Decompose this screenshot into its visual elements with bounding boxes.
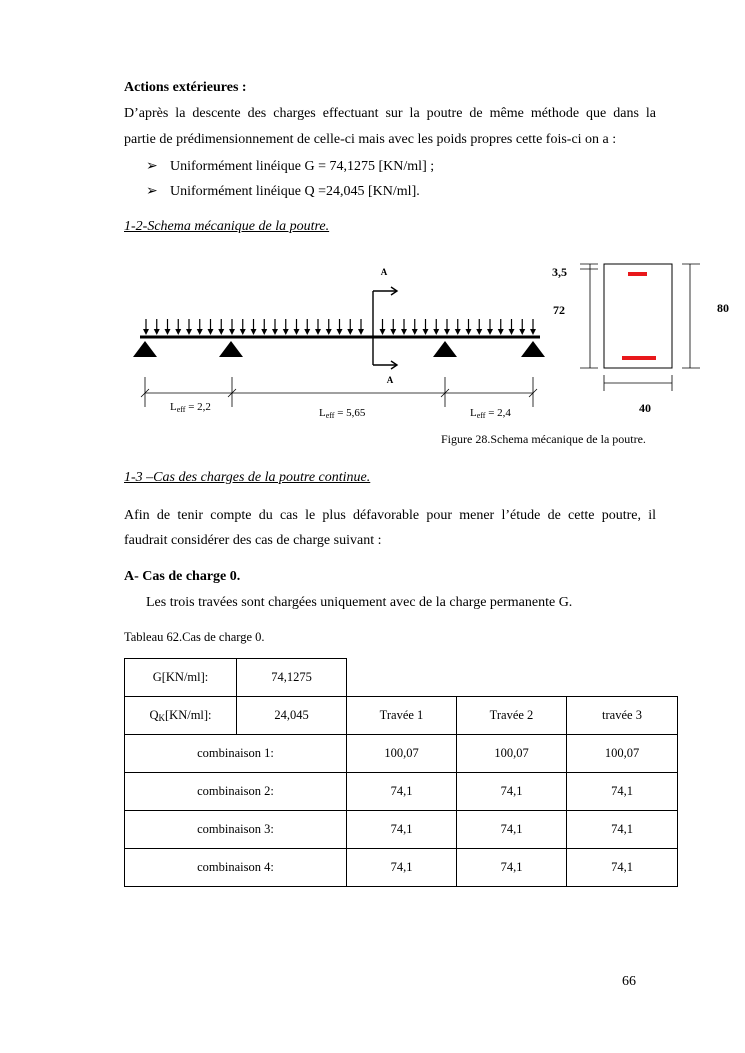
load-arrow-head bbox=[283, 329, 289, 335]
span-label-1: Leff = 2,2 bbox=[170, 401, 211, 414]
load-arrow-head bbox=[423, 329, 429, 335]
page-number: 66 bbox=[622, 974, 636, 989]
table-cell: 74,1 bbox=[567, 811, 678, 849]
load-arrow-head bbox=[358, 329, 364, 335]
arrow-bullet-icon: ➢ bbox=[146, 159, 158, 174]
load-arrow-head bbox=[337, 329, 343, 335]
table-cell: 74,1 bbox=[457, 811, 567, 849]
table-cell: 74,1 bbox=[347, 773, 457, 811]
table-cell: 100,07 bbox=[347, 735, 457, 773]
support-triangle-2 bbox=[219, 341, 243, 357]
section-mark-bottom: A bbox=[386, 375, 394, 385]
load-case-table bbox=[124, 658, 678, 887]
combination-label: combinaison 3: bbox=[125, 811, 347, 849]
case-a-text: Les trois travées sont chargées uniquement avec de la charge permanente G. bbox=[146, 595, 573, 610]
section-mark-top: A bbox=[380, 267, 388, 277]
load-arrow-head bbox=[143, 329, 149, 335]
combination-label: combinaison 2: bbox=[125, 773, 347, 811]
actions-paragraph-line-1: D’après la descente des charges effectuant sur la poutre de même méthode que dans la bbox=[124, 106, 656, 121]
load-arrow-head bbox=[412, 329, 418, 335]
load-arrow-head bbox=[433, 329, 439, 335]
table-caption: Tableau 62.Cas de charge 0. bbox=[124, 630, 265, 644]
load-arrow-head bbox=[154, 329, 160, 335]
cross-section-rect bbox=[604, 264, 672, 368]
load-arrow-head bbox=[261, 329, 267, 335]
cases-section-title: 1-3 –Cas des charges de la poutre continue. bbox=[124, 470, 371, 485]
bullet-text-q: Uniformément linéique Q =24,045 [KN/ml]. bbox=[170, 184, 420, 199]
table-row bbox=[125, 773, 678, 811]
load-arrow-head bbox=[530, 329, 536, 335]
table-cell: 74,1 bbox=[347, 849, 457, 887]
q-label-cell: $Q_K[KN/ml]$: bbox=[125, 697, 237, 735]
load-arrow-head bbox=[272, 329, 278, 335]
table-cell: 100,07 bbox=[457, 735, 567, 773]
actions-paragraph-line-2: partie de prédimensionnement de celle-ci mais avec les poids propres cette fois-ci on a : bbox=[124, 132, 617, 147]
bottom-rebar bbox=[622, 356, 656, 360]
g-value-cell: 74,1275 bbox=[237, 659, 347, 697]
load-arrow-head bbox=[218, 329, 224, 335]
support-triangle-3 bbox=[433, 341, 457, 357]
header-travee-2: Travée 2 bbox=[457, 697, 567, 735]
load-arrow-head bbox=[326, 329, 332, 335]
load-arrow-head bbox=[455, 329, 461, 335]
load-arrow-head bbox=[476, 329, 482, 335]
load-arrow-head bbox=[401, 329, 407, 335]
table-row bbox=[125, 735, 678, 773]
load-arrow-head bbox=[347, 329, 353, 335]
load-arrow-head bbox=[186, 329, 192, 335]
support-triangle-4 bbox=[521, 341, 545, 357]
table-cell: 74,1 bbox=[567, 849, 678, 887]
load-arrow-head bbox=[294, 329, 300, 335]
load-arrow-head bbox=[197, 329, 203, 335]
load-arrow-head bbox=[466, 329, 472, 335]
load-arrow-head bbox=[509, 329, 515, 335]
top-rebar bbox=[628, 272, 647, 276]
g-label-cell: G[KN/ml]: bbox=[125, 659, 237, 697]
load-arrow-head bbox=[380, 329, 386, 335]
table-cell: 74,1 bbox=[347, 811, 457, 849]
bullet-text-g: Uniformément linéique G = 74,1275 [KN/ml] ; bbox=[170, 159, 435, 174]
header-travee-1: Travée 1 bbox=[347, 697, 457, 735]
cross-section-drawing bbox=[552, 264, 729, 415]
bullet-item-q bbox=[146, 183, 420, 200]
load-arrow-head bbox=[304, 329, 310, 335]
distributed-load-arrows bbox=[143, 319, 536, 335]
load-arrow-head bbox=[175, 329, 181, 335]
combination-label: combinaison 1: bbox=[125, 735, 347, 773]
load-arrow-head bbox=[165, 329, 171, 335]
load-arrow-head bbox=[240, 329, 246, 335]
load-arrow-head bbox=[251, 329, 257, 335]
beam-schema-figure bbox=[0, 255, 745, 435]
bullet-item-g bbox=[146, 158, 434, 175]
table-row bbox=[125, 849, 678, 887]
effective-depth-label: 72 bbox=[553, 303, 565, 317]
table-row-q bbox=[125, 697, 678, 735]
table-cell: 74,1 bbox=[457, 773, 567, 811]
total-height-label: 80 bbox=[717, 301, 729, 315]
table-cell: 100,07 bbox=[567, 735, 678, 773]
case-a-title: A- Cas de charge 0. bbox=[124, 569, 241, 584]
load-arrow-head bbox=[390, 329, 396, 335]
load-arrow-head bbox=[519, 329, 525, 335]
empty-cell bbox=[347, 659, 678, 697]
header-travee-3: travée 3 bbox=[567, 697, 678, 735]
actions-title: Actions extérieures : bbox=[124, 80, 247, 95]
cases-paragraph-line-2: faudrait considérer des cas de charge suivant : bbox=[124, 533, 382, 548]
load-arrow-head bbox=[487, 329, 493, 335]
table-row bbox=[125, 811, 678, 849]
table-cell: 74,1 bbox=[567, 773, 678, 811]
span-label-3: Leff = 2,4 bbox=[470, 407, 511, 420]
width-label: 40 bbox=[639, 401, 651, 415]
arrow-bullet-icon: ➢ bbox=[146, 184, 158, 199]
table-row-g bbox=[125, 659, 678, 697]
schema-section-title: 1-2-Schema mécanique de la poutre. bbox=[124, 219, 330, 234]
figure-caption: Figure 28.Schema mécanique de la poutre. bbox=[441, 432, 646, 446]
load-arrow-head bbox=[208, 329, 214, 335]
support-triangle-1 bbox=[133, 341, 157, 357]
table-cell: 74,1 bbox=[457, 849, 567, 887]
cases-paragraph-line-1: Afin de tenir compte du cas le plus défavorable pour mener l’étude de cette poutre, il bbox=[124, 508, 656, 523]
combination-label: combinaison 4: bbox=[125, 849, 347, 887]
load-arrow-head bbox=[498, 329, 504, 335]
span-label-2: Leff = 5,65 bbox=[319, 407, 366, 420]
cover-label: 3,5 bbox=[552, 265, 567, 279]
load-arrow-head bbox=[229, 329, 235, 335]
load-arrow-head bbox=[444, 329, 450, 335]
q-value-cell: 24,045 bbox=[237, 697, 347, 735]
load-arrow-head bbox=[315, 329, 321, 335]
